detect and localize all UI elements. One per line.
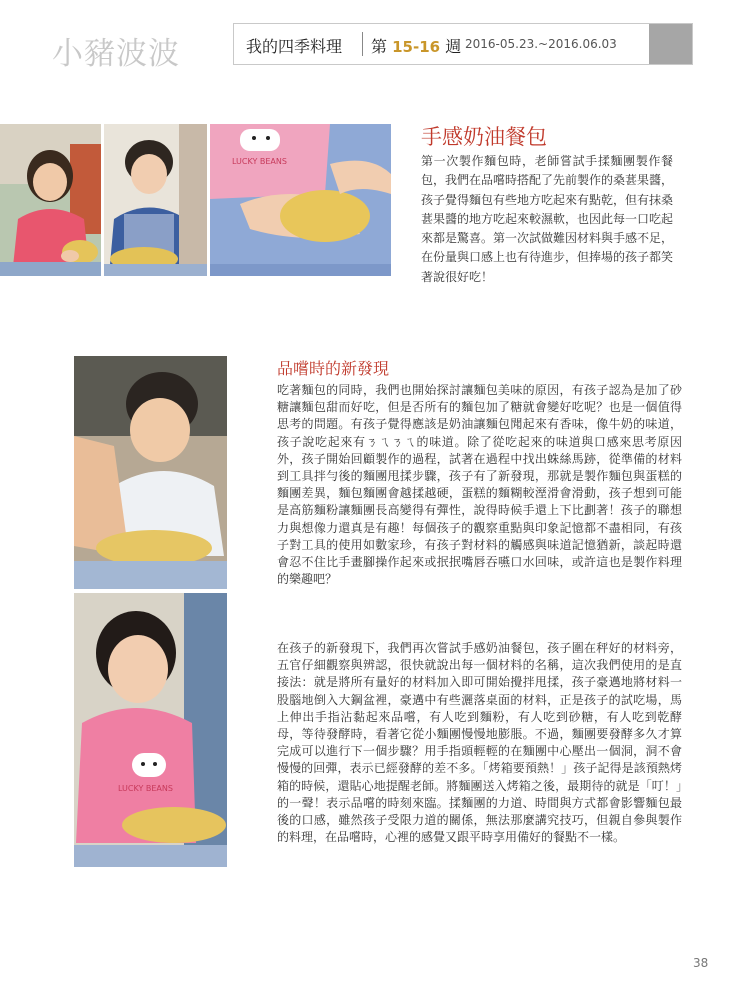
brand-title: 小豬波波: [52, 36, 180, 72]
section-body-new-discoveries: 吃著麵包的同時，我們也開始探討讓麵包美味的原因，有孩子認為是加了砂糖讓麵包甜而好吃，但是否所有的麵包加了糖就會變好吃呢？也是一個值得思考的問題。有孩子覺得應該是奶油讓麵包聞起來有香味，像牛奶的味道，孩子說吃起來有ㄋㄟㄋㄟ的味道。除了從吃起來的味道與口感來思考原因外，孩子開始回顧製作的過程，試著在過程中找出蛛絲馬跡，從準備的材料到工具拌勻後的麵團甩揉步驟，孩子有了新發現，那就是製作麵包與蛋糕的麵團差異，麵包麵團會越揉越硬，蛋糕的麵糊較溼滑會滑動，孩子想到可能是高筋麵粉讓麵團長高變得有彈性，說得時候手還上下比劃著！孩子的聯想力與想像力還真是有趣！每個孩子的觀察重點與印象記憶都不盡相同，有孩子對工具的使用如數家珍，有孩子對材料的觸感與味道記憶猶新，談起時還會忍不住比手畫腳操作起來或抿抿嘴唇吞嚥口水回味，或許這也是製作料理的樂趣吧？: [277, 383, 682, 587]
shirt-text-1: LUCKY BEANS: [232, 157, 287, 166]
week-prefix: 第: [371, 37, 388, 56]
section-title-new-discoveries: 品嚐時的新發現: [277, 359, 390, 378]
series-title: 我的四季料理: [246, 37, 343, 56]
week-label: [371, 34, 461, 57]
week-number: 15-16: [392, 38, 441, 56]
photo-boy-kneading: [104, 124, 207, 276]
header-accent-block: [649, 24, 692, 64]
photo-girl-kneading: [0, 124, 101, 276]
photo-hands-dough: [210, 124, 391, 276]
photo-girl-pressing-dough: [74, 593, 227, 867]
week-suffix: 週: [445, 37, 462, 56]
section-title-butter-rolls: 手感奶油餐包: [421, 125, 547, 149]
photo-boy-shaping-dough: [74, 356, 227, 589]
section-body-second-attempt: 在孩子的新發現下，我們再次嘗試手感奶油餐包，孩子圍在秤好的材料旁，五官仔細觀察與辨認，很快就說出每一個材料的名稱，這次我們使用的是直接法：就是將所有量好的材料加入即可開始攪拌甩揉，孩子豪邁地將材料一股腦地倒入大鋼盆裡，豪邁中有些灑落桌面的材料，正是孩子的試吃場，馬上伸出手指沾黏起來品嚐，有人吃到麵粉，有人吃到砂糖，有人吃到乾酵母，等待發酵時，看著它從小麵團慢慢地膨脹。不過，麵團要發酵多久才算完成可以進行下一個步驟？用手指頭輕輕的在麵團中心壓出一個洞，洞不會慢慢的回彈，表示已經發酵的差不多。「烤箱要預熱！」孩子記得是該預熱烤箱的時候，還貼心地提醒老師。將麵團送入烤箱之後，最期待的就是「叮！」的一聲！表示品嚐的時刻來臨。揉麵團的力道、時間與方式都會影響麵包最後的口感，雖然孩子受限力道的關係，無法那麼講究技巧，但親自參與製作的料理，在品嚐時，心裡的感覺又跟平時享用備好的餐點不一樣。: [277, 641, 682, 845]
date-range: 2016-05.23.~2016.06.03: [465, 37, 617, 51]
header-divider: [362, 32, 363, 56]
section-body-butter-rolls: 第一次製作麵包時，老師嘗試手揉麵團製作餐包，我們在品嚐時搭配了先前製作的桑葚果醬，孩子覺得麵包有些地方吃起來有點乾，但有抹桑葚果醬的地方吃起來較濕軟，也因此每一口吃起來都是驚喜。第一次試做難因材料與手感不足，在份量與口感上也有待進步，但捧場的孩子都笑著說很好吃！: [421, 154, 674, 284]
page-number: 38: [693, 956, 709, 970]
shirt-text-2: LUCKY BEANS: [118, 784, 173, 793]
header-bar: [233, 23, 693, 65]
